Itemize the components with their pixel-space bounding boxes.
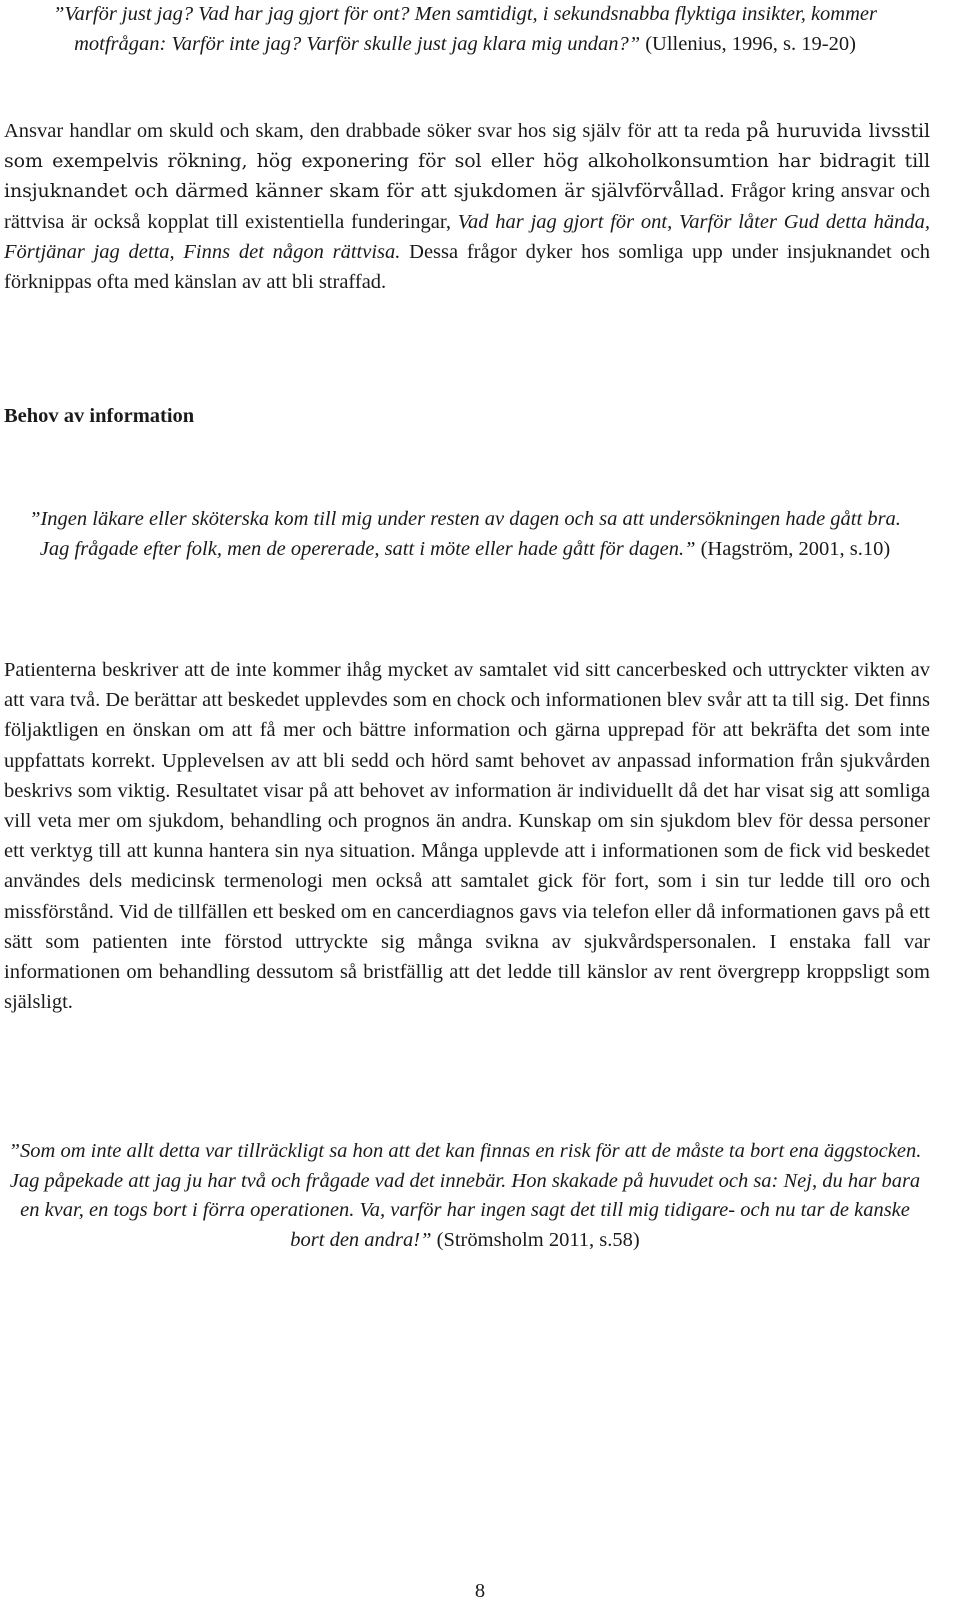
block-quote-stromsholm: [8, 1137, 922, 1255]
block-quote-ullenius: [20, 0, 910, 59]
section-heading: Behov av information: [4, 405, 195, 427]
page-number: 8: [474, 1580, 486, 1602]
quote-citation: (Ullenius, 1996, s. 19-20): [645, 32, 856, 55]
paragraph-text: Frågor kring ansvar och rättvisa är också kopplat till existentiella funderingar,: [4, 180, 930, 233]
quote-citation: (Hagström, 2001, s.10): [700, 537, 891, 560]
paragraph-information: [4, 655, 930, 1017]
quote-text: ”Varför just jag? Vad har jag gjort för ont? Men samtidigt, i sekundsnabba flyktiga insikter, kommer motfrågan: Varför inte jag? Varför skulle just jag klara mig undan?”: [53, 3, 877, 55]
paragraph-text-sans: på huruvida livsstil som exempelvis rökning, hög exponering för sol eller hög alkoholkonsumtion har bidragit till insjuknandet och därmed känner skam för att sjukdomen är självförvållad.: [4, 120, 930, 203]
paragraph-text: Patienterna beskriver att de inte kommer ihåg mycket av samtalet vid sitt cancerbesked och uttryckter vikten av att vara två. De berättar att beskedet upplevdes som en chock och informationen blev svår att ta till sig. Det finns följaktligen en önskan om att få mer och bättre information och gärna upprepad för att bekräfta det som inte uppfattats korrekt. Upplevelsen av att bli sedd och hörd samt behovet av anpassad information från sjukvården beskrivs som viktig. Resultatet visar på att behovet av information är individuellt då det har visat sig att somliga vill veta mer om sjukdom, behandling och prognos än andra. Kunskap om sin sjukdom blev för dessa personer ett verktyg till att kunna hantera sin nya situation. Många upplevde att i informationen som de fick vid beskedet användes dels medicinsk termenologi men också att samtalet gick för fort, som i sin tur ledde till oro och missförstånd. Vid de tillfällen ett besked om en cancerdiagnos gavs via telefon eller då informationen gavs på ett sätt som patienten inte förstod uttryckte sig många svikna av sjukvårdspersonalen. I enstaka fall var informationen om behandling dessutom så bristfällig att det ledde till känslor av rent övergrepp kroppsligt som själsligt.: [4, 659, 930, 1014]
paragraph-ansvar: [4, 116, 930, 297]
quote-text: ”Ingen läkare eller sköterska kom till mig under resten av dagen och sa att undersökningen hade gått bra. Jag frågade efter folk, men de opererade, satt i möte eller hade gått för dagen.”: [29, 508, 901, 560]
quote-citation: (Strömsholm 2011, s.58): [436, 1228, 640, 1251]
quote-text: ”Som om inte allt detta var tillräckligt sa hon att det kan finnas en risk för att de måste ta bort ena äggstocken. Jag påpekade att jag ju har två och frågade vad det innebär. Hon skakade på huvudet och sa: Nej, du har bara en kvar, en togs bort i förra operationen. Va, varför har ingen sagt det till mig tidigare- och nu tar de kanske bort den andra!”: [8, 1140, 922, 1251]
paragraph-italic-questions: Vad har jag gjort för ont, Varför låter Gud detta hända, Förtjänar jag detta, Finns det någon rättvisa.: [4, 210, 931, 263]
paragraph-text: Ansvar handlar om skuld och skam, den drabbade söker svar hos sig själv för att ta reda: [4, 120, 747, 142]
block-quote-hagstrom: [20, 505, 910, 564]
paragraph-text: Dessa frågor dyker hos somliga upp under insjuknandet och förknippas ofta med känslan av att bli straffad.: [4, 240, 930, 294]
